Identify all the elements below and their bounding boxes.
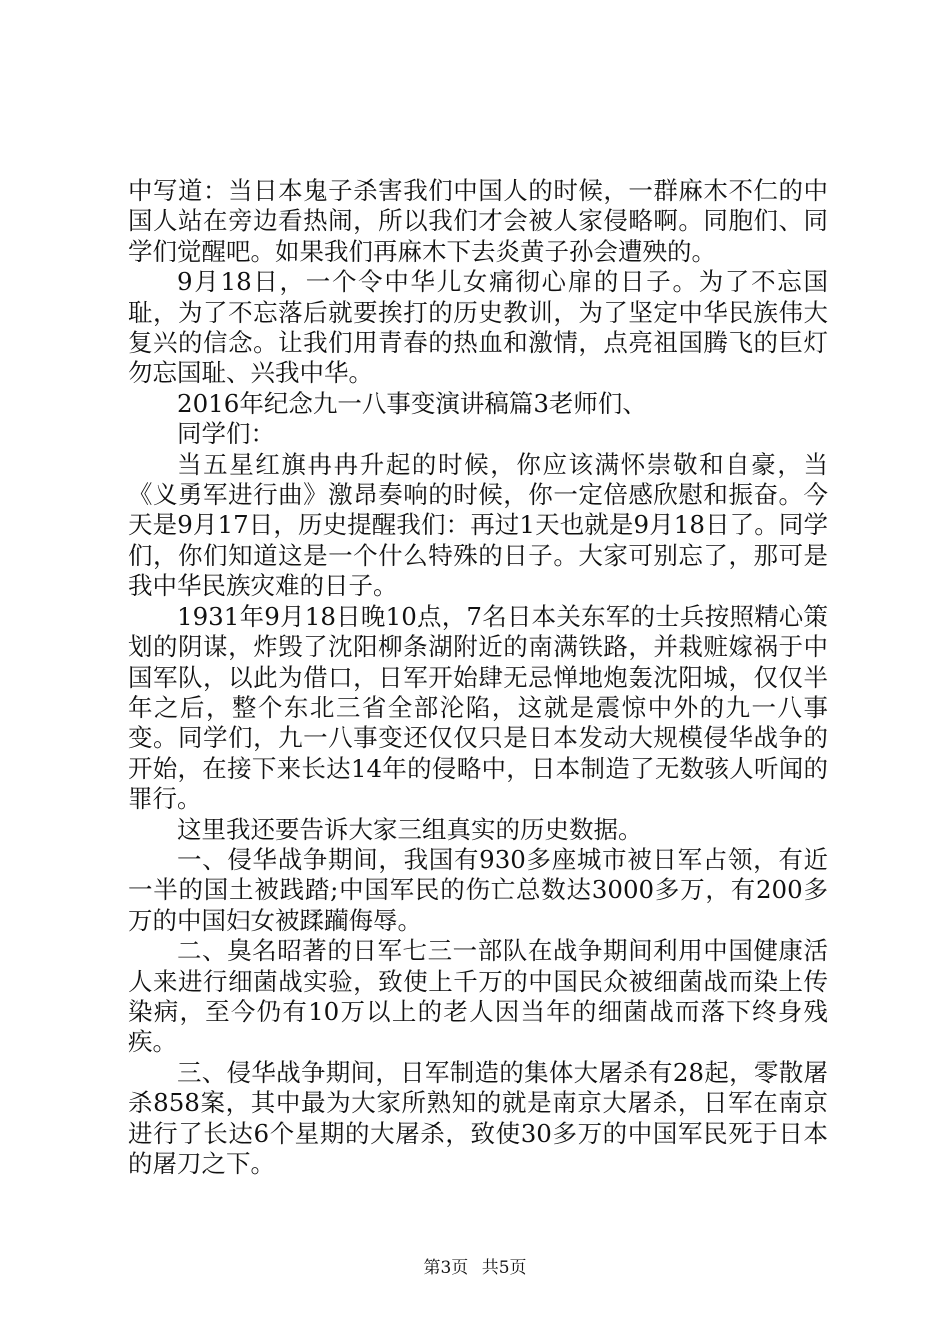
speech-greeting: 同学们： bbox=[177, 419, 275, 449]
paragraph-continuation: 中写道：当日本鬼子杀害我们中国人的时候，一群麻木不仁的中国人站在旁边看热闹，所以我们才会被人家侵略啊。同胞们、同学们觉醒吧。如果我们再麻木下去炎黄子孙会遭殃的。 bbox=[128, 176, 828, 266]
paragraph-data-one: 一、侵华战争期间，我国有930多座城市被日军占领，有近一半的国土被践踏;中国军民的伤亡总数达3000多万，有200多万的中国妇女被蹂躏侮辱。 bbox=[128, 844, 828, 935]
paragraph-september-18: 9月18日，一个令中华儿女痛彻心扉的日子。为了不忘国耻，为了不忘落后就要挨打的历史教训，为了坚定中华民族伟大复兴的信念。让我们用青春的热血和激情，点亮祖国腾飞的巨灯勿忘国耻、兴我中华。 bbox=[128, 267, 828, 388]
paragraph-data-two: 二、臭名昭著的日军七三一部队在战争期间利用中国健康活人来进行细菌战实验，致使上千万的中国民众被细菌战而染上传染病，至今仍有10万以上的老人因当年的细菌战而落下终身残疾。 bbox=[128, 936, 828, 1057]
paragraph-data-intro: 这里我还要告诉大家三组真实的历史数据。 bbox=[177, 814, 643, 844]
document-body bbox=[128, 176, 828, 1179]
page-number: 第3页 bbox=[423, 1258, 469, 1278]
paragraph-data-three: 三、侵华战争期间，日军制造的集体大屠杀有28起，零散屠杀858案，其中最为大家所熟知的就是南京大屠杀，日军在南京进行了长达6个星期的大屠杀，致使30多万的中国军民死于日本的屠刀之下。 bbox=[128, 1057, 828, 1178]
page-footer bbox=[0, 1258, 950, 1278]
paragraph-1931: 1931年9月18日晚10点，7名日本关东军的士兵按照精心策划的阴谋，炸毁了沈阳柳条湖附近的南满铁路，并栽赃嫁祸于中国军队，以此为借口，日军开始肆无忌惮地炮轰沈阳城，仅仅半年之后，整个东北三省全部沦陷，这就是震惊中外的九一八事变。同学们，九一八事变还仅仅只是日本发动大规模侵华战争的开始，在接下来长达14年的侵略中，日本制造了无数骇人听闻的罪行。 bbox=[128, 601, 828, 814]
speech-title: 2016年纪念九一八事变演讲稿篇3老师们、 bbox=[177, 388, 647, 418]
total-pages: 共5页 bbox=[481, 1258, 527, 1278]
paragraph-flag: 当五星红旗冉冉升起的时候，你应该满怀崇敬和自豪，当《义勇军进行曲》激昂奏响的时候，你一定倍感欣慰和振奋。今天是9月17日，历史提醒我们：再过1天也就是9月18日了。同学们，你们知道这是一个什么特殊的日子。大家可别忘了，那可是我中华民族灾难的日子。 bbox=[128, 449, 828, 601]
